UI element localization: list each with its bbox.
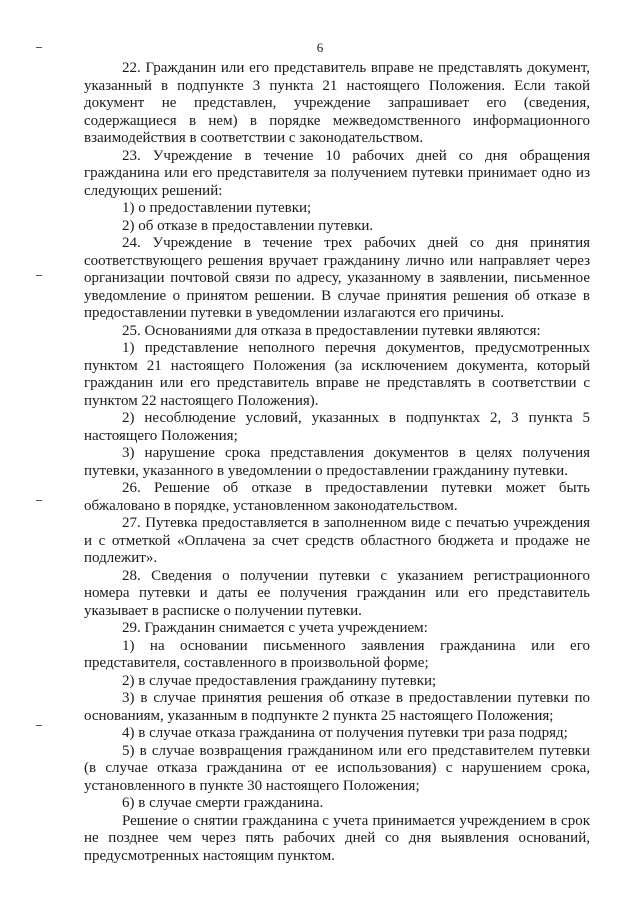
paragraph-22: 22. Гражданин или его представитель вправе не представлять документ, указанный в подпункте 3 пункта 21 настоящего Положения. Если такой документ не представлен, учреждение запрашивает его (сведения, содержащиеся в нем) в порядке межведомственного информационного взаимодействия в соответствии с законодательством. [84, 60, 590, 146]
subitem-25-3: 3) нарушение срока представления документов в целях получения путевки, указанного в уведомлении о предоставлении гражданину путевки. [84, 445, 590, 479]
subitem-29-6: 6) в случае смерти гражданина. [122, 795, 324, 811]
subitem-25-1: 1) представление неполного перечня документов, предусмотренных пунктом 21 настоящего Положения (за исключением документа, который гражданин или его представитель вправе не представлять в соответствии с пунктом 22 настоящего Положения). [84, 340, 590, 409]
margin-mark [36, 275, 42, 276]
subitem-25-2: 2) несоблюдение условий, указанных в подпунктах 2, 3 пункта 5 настоящего Положения; [84, 410, 590, 444]
subitem-23-2: 2) об отказе в предоставлении путевки. [122, 217, 374, 234]
margin-mark [36, 47, 42, 48]
subitem-29-5: 5) в случае возвращения гражданином или его представителем путевки (в случае отказа гражданина от ее использования) с нарушением срока, установленного в пункте 30 настоящего Положения; [84, 742, 590, 794]
paragraph-24: 24. Учреждение в течение трех рабочих дней со дня принятия соответствующего решения вручает гражданину лично или направляет через организации почтовой связи по адресу, указанному в заявлении, письменное уведомление о принятом решении. В случае принятия решения об отказе в предоставлении путевки в уведомлении излагаются его причины. [84, 235, 590, 321]
subitem-23-1: 1) о предоставлении путевки; [122, 200, 312, 216]
paragraph-29: 29. Гражданин снимается с учета учреждением: [122, 620, 428, 636]
closing-paragraph: Решение о снятии гражданина с учета принимается учреждением в срок не позднее чем через пять рабочих дней со дня выявления оснований, предусмотренных настоящим пунктом. [84, 812, 590, 864]
margin-mark [36, 725, 42, 726]
subitem-29-2: 2) в случае предоставления гражданину путевки; [122, 672, 437, 689]
paragraph-26: 26. Решение об отказе в предоставлении путевки может быть обжаловано в порядке, установленном законодательством. [84, 480, 590, 514]
paragraph-27: 27. Путевка предоставляется в заполненном виде с печатью учреждения и с отметкой «Оплачена за счет средств областного бюджета и продаже не подлежит». [84, 515, 590, 566]
margin-mark [36, 500, 42, 501]
paragraph-23: 23. Учреждение в течение 10 рабочих дней со дня обращения гражданина или его представителя за получением путевки принимает одно из следующих решений: [84, 147, 590, 199]
subitem-29-3: 3) в случае принятия решения об отказе в предоставлении путевки по основаниям, указанным в подпункте 2 пункта 25 настоящего Положения; [84, 690, 590, 724]
subitem-29-1: 1) на основании письменного заявления гражданина или его представителя, составленного в произвольной форме; [84, 637, 590, 671]
paragraph-25: 25. Основаниями для отказа в предоставлении путевки являются: [122, 322, 541, 339]
page-number: 6 [316, 40, 324, 55]
document-body [84, 60, 590, 865]
paragraph-28: 28. Сведения о получении путевки с указанием регистрационного номера путевки и даты ее получения гражданин или его представитель указывает в расписке о получении путевки. [84, 567, 590, 619]
subitem-29-4: 4) в случае отказа гражданина от получения путевки три раза подряд; [122, 725, 568, 741]
